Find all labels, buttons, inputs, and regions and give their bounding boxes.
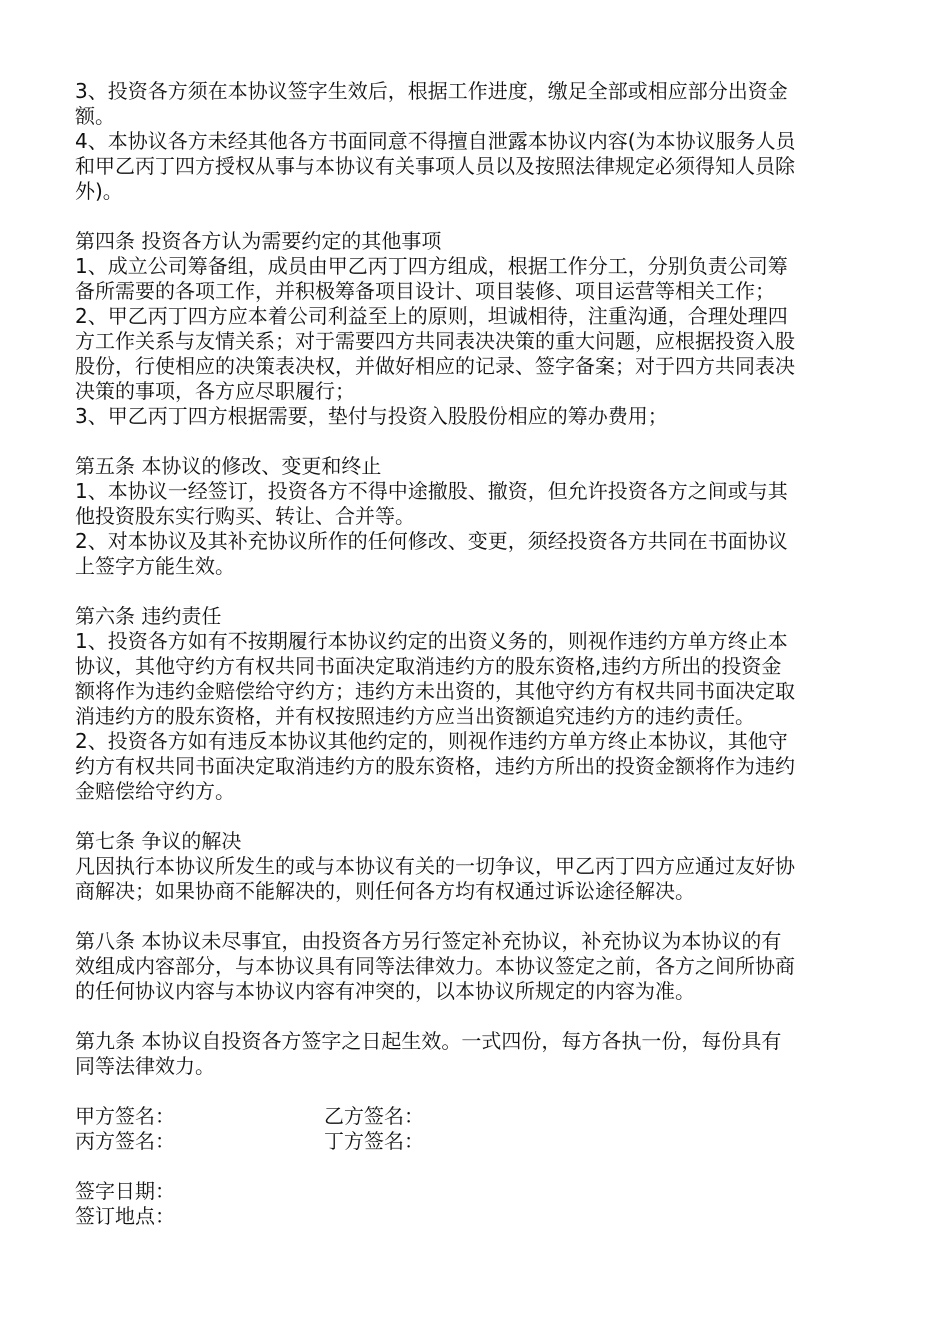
text-line: 方工作关系与友情关系；对于需要四方共同表决决策的重大问题，应根据投资入股 [75, 329, 795, 353]
signature-row [75, 1129, 885, 1154]
article6 [75, 604, 885, 804]
text-line: 股份，行使相应的决策表决权，并做好相应的记录、签字备案；对于四方共同表决 [75, 354, 795, 378]
party-d-signature-label: 丁方签名： [324, 1129, 424, 1153]
paragraph-gap [75, 1079, 885, 1104]
text-line: 额。 [75, 104, 115, 128]
text-line: 1、成立公司筹备组，成员由甲乙丙丁四方组成，根据工作分工，分别负责公司筹 [75, 254, 788, 278]
text-line: 同等法律效力。 [75, 1054, 215, 1078]
text-line: 商解决；如果协商不能解决的，则任何各方均有权通过诉讼途径解决。 [75, 879, 695, 903]
text-line: 凡因执行本协议所发生的或与本协议有关的一切争议，甲乙丙丁四方应通过友好协 [75, 854, 795, 878]
article9 [75, 1029, 885, 1079]
text-line: 2、甲乙丙丁四方应本着公司利益至上的原则，坦诚相待，注重沟通，合理处理四 [75, 304, 788, 328]
text-line: 1、本协议一经签订，投资各方不得中途撤股、撤资，但允许投资各方之间或与其 [75, 479, 788, 503]
paragraph-gap [75, 1154, 885, 1179]
text-line: 的任何协议内容与本协议内容有冲突的，以本协议所规定的内容为准。 [75, 979, 695, 1003]
paragraph-gap [75, 579, 885, 604]
text-line: 2、投资各方如有违反本协议其他约定的，则视作违约方单方终止本协议，其他守 [75, 729, 788, 753]
sign-place-label: 签订地点： [75, 1204, 175, 1228]
party-b-signature-label: 乙方签名： [324, 1104, 424, 1128]
article-heading: 第七条 争议的解决 [75, 829, 242, 853]
document-body [75, 79, 885, 1229]
text-line: 外)。 [75, 179, 123, 203]
party-c-signature-label: 丙方签名： [75, 1129, 175, 1153]
text-line: 约方有权共同书面决定取消违约方的股东资格，违约方所出的投资金额将作为违约 [75, 754, 795, 778]
party-a-signature-label: 甲方签名： [75, 1104, 175, 1128]
text-line: 2、对本协议及其补充协议所作的任何修改、变更，须经投资各方共同在书面协议 [75, 529, 788, 553]
text-line: 额将作为违约金赔偿给守约方；违约方未出资的，其他守约方有权共同书面决定取 [75, 679, 795, 703]
paragraph-gap [75, 429, 885, 454]
paragraph-gap [75, 1004, 885, 1029]
text-line: 1、投资各方如有不按期履行本协议约定的出资义务的，则视作违约方单方终止本 [75, 629, 788, 653]
article-heading: 第六条 违约责任 [75, 604, 222, 628]
text-line: 第九条 本协议自投资各方签字之日起生效。一式四份，每方各执一份，每份具有 [75, 1029, 782, 1053]
text-line: 备所需要的各项工作，并积极筹备项目设计、项目装修、项目运营等相关工作； [75, 279, 775, 303]
article4 [75, 229, 885, 429]
article8 [75, 929, 885, 1004]
sign-date-label: 签字日期： [75, 1179, 175, 1203]
text-line: 协议，其他守约方有权共同书面决定取消违约方的股东资格,违约方所出的投资金 [75, 654, 782, 678]
signature-row [75, 1104, 885, 1129]
text-line: 第八条 本协议未尽事宜，由投资各方另行签定补充协议，补充协议为本协议的有 [75, 929, 782, 953]
text-line: 他投资股东实行购买、转让、合并等。 [75, 504, 415, 528]
text-line: 3、投资各方须在本协议签字生效后，根据工作进度，缴足全部或相应部分出资金 [75, 79, 788, 103]
paragraph-gap [75, 904, 885, 929]
article5 [75, 454, 885, 579]
article7 [75, 829, 885, 904]
article-heading: 第四条 投资各方认为需要约定的其他事项 [75, 229, 442, 253]
text-line: 3、甲乙丙丁四方根据需要，垫付与投资入股股份相应的筹办费用； [75, 404, 668, 428]
text-line: 和甲乙丙丁四方授权从事与本协议有关事项人员以及按照法律规定必须得知人员除 [75, 154, 795, 178]
text-line: 4、本协议各方未经其他各方书面同意不得擅自泄露本协议内容(为本协议服务人员 [75, 129, 796, 153]
article3-continuation [75, 79, 885, 204]
paragraph-gap [75, 804, 885, 829]
article-heading: 第五条 本协议的修改、变更和终止 [75, 454, 382, 478]
text-line: 消违约方的股东资格，并有权按照违约方应当出资额追究违约方的违约责任。 [75, 704, 755, 728]
paragraph-gap [75, 204, 885, 229]
text-line: 效组成内容部分，与本协议具有同等法律效力。本协议签定之前，各方之间所协商 [75, 954, 795, 978]
signature-block [75, 1104, 885, 1229]
text-line: 上签字方能生效。 [75, 554, 235, 578]
text-line: 决策的事项，各方应尽职履行； [75, 379, 355, 403]
text-line: 金赔偿给守约方。 [75, 779, 235, 803]
